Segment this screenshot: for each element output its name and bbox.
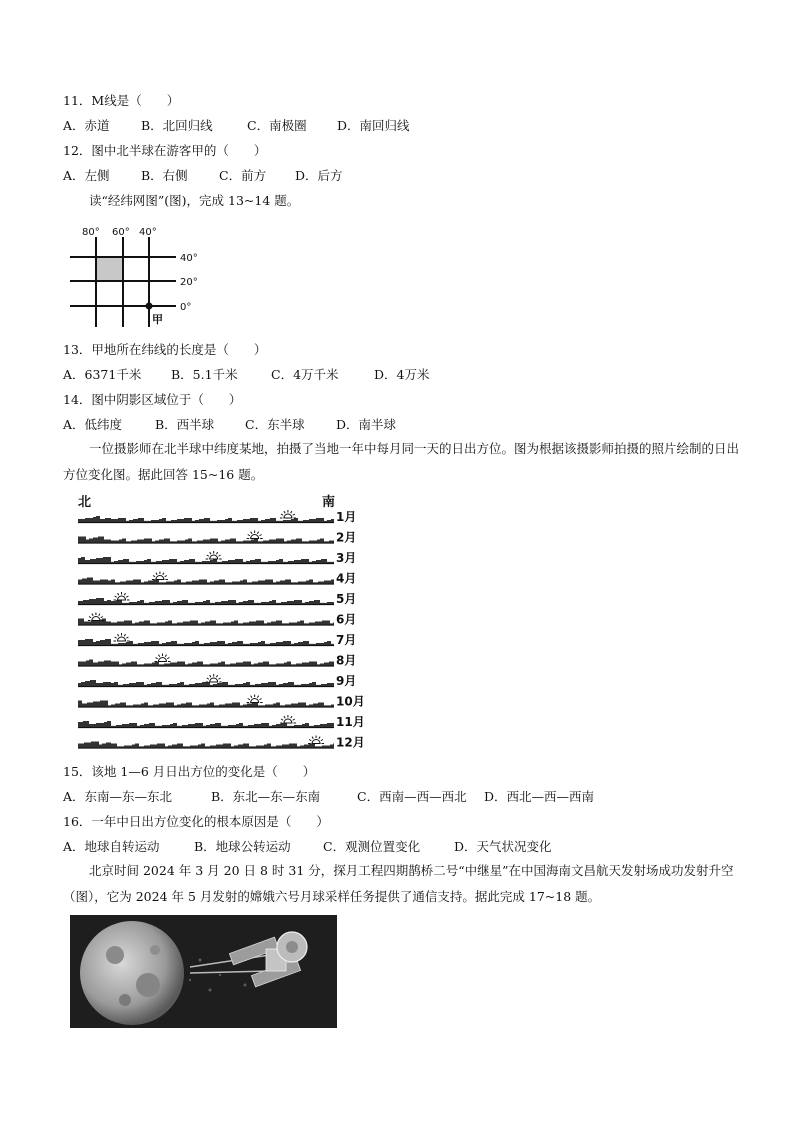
point-jia-label: 甲 <box>152 313 163 326</box>
intro-17-18: 北京时间 2024 年 3 月 20 日 8 时 31 分，探月工程四期鹊桥二号“中继星”在中国海南文昌航天发射场成功发射升空（图），它为 2024 年 5 月发射的嫦娥六号月球采样任务提供了通信支持。据此完成 17~18 题。 <box>63 863 734 904</box>
q14-stem: 14．图中阴影区域位于（ ） <box>63 392 242 407</box>
q12-options <box>63 168 343 184</box>
q13-stem: 13．甲地所在纬线的长度是（ ） <box>63 342 267 357</box>
q13-option-a[interactable]: A．6371千米 <box>63 367 142 382</box>
q16-option-a[interactable]: A．地球自转运动 <box>63 839 160 854</box>
sun-icon <box>280 510 296 518</box>
sun-icon <box>206 674 222 682</box>
q14-options <box>63 417 396 433</box>
q11-stem: 11．M线是（ ） <box>63 93 180 108</box>
skyline <box>78 660 334 666</box>
sunrise-row <box>78 510 356 524</box>
q13-option-b[interactable]: B．5.1千米 <box>171 367 238 382</box>
q15-option-b[interactable]: B．东北—东—东南 <box>211 789 321 804</box>
sunrise-row <box>78 572 356 586</box>
lat-label-20: 20° <box>180 277 198 288</box>
q12-option-d[interactable]: D．后方 <box>295 168 343 183</box>
sunrise-row <box>78 715 365 729</box>
q11-option-c[interactable]: C．南极圈 <box>247 118 307 133</box>
sunrise-azimuth-figure <box>72 490 380 754</box>
intro-15-16: 一位摄影师在北半球中纬度某地，拍摄了当地一年中每月同一天的日出方位。图为根据该摄影师拍摄的照片绘制的日出方位变化图。据此回答 15~16 题。 <box>63 441 740 482</box>
south-label: 南 <box>322 495 336 510</box>
month-label: 7月 <box>336 633 357 647</box>
month-label: 11月 <box>336 715 365 729</box>
relay-satellite-photo <box>70 915 337 1028</box>
q13-options <box>63 367 429 383</box>
sun-icon <box>152 572 168 580</box>
q13-option-c[interactable]: C．4万千米 <box>271 367 339 382</box>
q11-option-b[interactable]: B．北回归线 <box>141 118 213 133</box>
q14-option-a[interactable]: A．低纬度 <box>63 417 123 432</box>
sun-icon <box>154 654 170 662</box>
skyline <box>78 598 334 604</box>
sunrise-row <box>78 674 356 688</box>
intro-13-14: 读“经纬网图”(图)，完成 13~14 题。 <box>89 193 300 208</box>
q16-options <box>63 839 552 855</box>
q11-options <box>63 118 410 134</box>
lon-label-80: 80° <box>82 227 100 238</box>
month-label: 4月 <box>336 571 357 586</box>
q12-option-a[interactable]: A．左侧 <box>63 168 110 183</box>
sun-icon <box>114 633 130 641</box>
q14-option-b[interactable]: B．西半球 <box>155 417 215 432</box>
q16-option-d[interactable]: D．天气状况变化 <box>454 839 552 854</box>
sunrise-row <box>78 695 365 709</box>
sun-icon <box>206 551 222 559</box>
q11-option-a[interactable]: A．赤道 <box>63 118 110 133</box>
skyline <box>78 721 334 727</box>
graticule-figure <box>66 225 216 333</box>
sun-icon <box>308 736 324 744</box>
lon-label-40: 40° <box>139 227 157 238</box>
skyline <box>78 537 334 543</box>
skyline <box>78 742 334 748</box>
q15-option-c[interactable]: C．西南—西—西北 <box>357 789 467 804</box>
month-label: 10月 <box>336 694 365 709</box>
north-label: 北 <box>78 495 92 510</box>
q15-option-a[interactable]: A．东南—东—东北 <box>63 789 173 804</box>
month-label: 3月 <box>336 551 357 565</box>
sun-icon <box>280 715 296 723</box>
lat-label-40: 40° <box>180 253 198 264</box>
q16-option-c[interactable]: C．观测位置变化 <box>323 839 421 854</box>
q12-option-b[interactable]: B．右侧 <box>141 168 188 183</box>
month-label: 2月 <box>336 530 357 545</box>
q12-option-c[interactable]: C．前方 <box>219 168 267 183</box>
month-label: 1月 <box>336 510 357 524</box>
sunrise-row <box>78 736 365 750</box>
month-label: 8月 <box>336 653 357 668</box>
q11-option-d[interactable]: D．南回归线 <box>337 118 410 133</box>
lat-label-0: 0° <box>180 302 192 313</box>
skyline <box>78 639 334 645</box>
skyline <box>78 516 334 522</box>
skyline <box>78 619 334 625</box>
sun-icon <box>114 592 130 600</box>
q16-stem: 16．一年中日出方位变化的根本原因是（ ） <box>63 814 329 829</box>
q14-option-c[interactable]: C．东半球 <box>245 417 305 432</box>
month-label: 12月 <box>336 735 365 750</box>
q15-stem: 15．该地 1—6 月日出方位的变化是（ ） <box>63 764 316 779</box>
sun-icon <box>88 613 104 621</box>
month-label: 6月 <box>336 612 357 627</box>
month-label: 9月 <box>336 674 357 688</box>
skyline <box>78 557 334 563</box>
skyline <box>78 680 334 686</box>
q15-option-d[interactable]: D．西北—西—西南 <box>484 789 595 804</box>
q16-option-b[interactable]: B．地球公转运动 <box>194 839 291 854</box>
sun-icon <box>247 531 263 539</box>
q12-stem: 12．图中北半球在游客甲的（ ） <box>63 143 267 158</box>
lon-label-60: 60° <box>112 227 130 238</box>
sunrise-row <box>78 531 356 545</box>
q14-option-d[interactable]: D．南半球 <box>336 417 397 432</box>
q13-option-d[interactable]: D．4万米 <box>374 367 430 382</box>
q15-options <box>63 789 594 805</box>
skyline <box>78 578 334 584</box>
skyline <box>78 701 334 707</box>
sunrise-row <box>78 592 356 606</box>
point-jia <box>146 303 153 310</box>
sunrise-row <box>78 613 356 627</box>
sunrise-row <box>78 551 356 565</box>
sun-icon <box>247 695 263 703</box>
month-label: 5月 <box>336 592 357 606</box>
sunrise-row <box>78 633 356 647</box>
moon-icon <box>80 921 184 1025</box>
sunrise-row <box>78 654 356 668</box>
shaded-area <box>96 257 123 281</box>
